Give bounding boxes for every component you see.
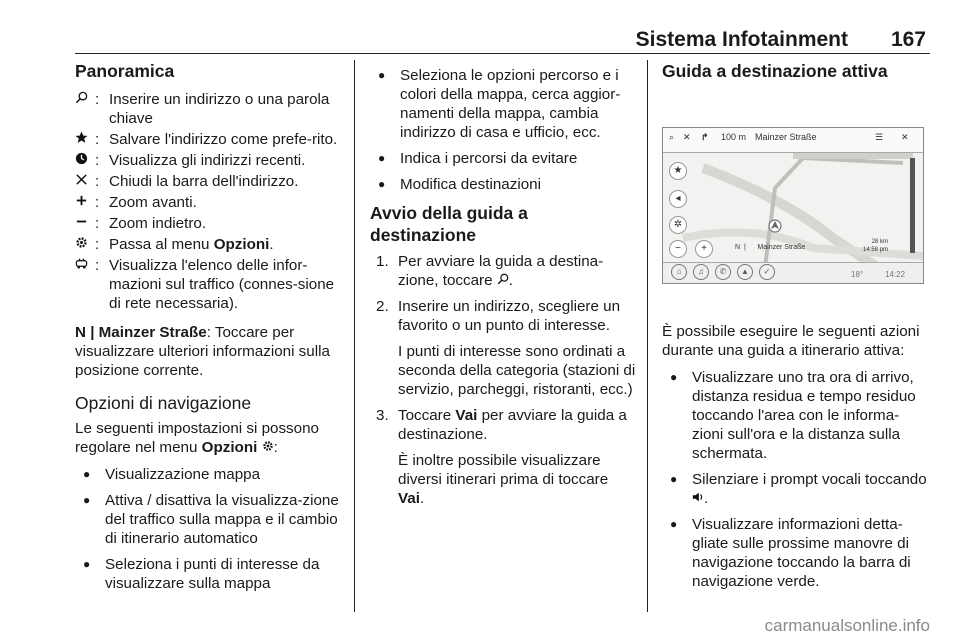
icon-definitions — [75, 90, 345, 313]
step-3: 3. Toccare Vai per avviare la guida a destinazione. È inoltre possibile visualizzare diversi itinerari prima di toccare Vai. — [376, 407, 627, 507]
list-item: ● Silenziare i prompt vocali toccando . — [670, 471, 927, 507]
home-icon[interactable]: ⌂ — [671, 264, 687, 280]
phone-icon[interactable]: ✆ — [715, 264, 731, 280]
options-list-continued — [370, 66, 638, 194]
search-icon[interactable]: ⌕ — [669, 132, 675, 142]
traffic-icon — [75, 256, 95, 313]
turn-distance: 100 m — [721, 132, 747, 142]
def-gear: : Passa al menu Opzioni. — [75, 235, 345, 254]
gear-icon[interactable]: ✲ — [669, 216, 687, 234]
step-1: 1. Per avviare la guida a destina-zione, toccare . — [376, 253, 604, 289]
audio-icon[interactable]: ♫ — [693, 264, 709, 280]
active-guidance-heading: Guida a destinazione attiva — [662, 61, 888, 81]
list-item: ● Visualizzazione mappa — [83, 466, 261, 483]
gear-icon — [75, 235, 95, 254]
def-minus: : Zoom indietro. — [75, 214, 345, 233]
minus-icon — [75, 214, 95, 233]
def-traffic: : Visualizza l'elenco delle infor-mazioni sul traffico (connes-sione di rete necessaria). — [75, 256, 345, 313]
list-item: ● Attiva / disattiva la visualizza-zione del traffico sulla mappa e il cambio di itinerario automatico — [83, 492, 339, 547]
search-icon — [497, 272, 509, 289]
start-guidance-heading: Avvio della guida a destinazione — [370, 203, 528, 245]
star-icon[interactable]: ★ — [669, 162, 687, 180]
column-divider-2 — [647, 60, 648, 612]
clock-icon — [75, 151, 95, 170]
column-2 — [370, 60, 638, 515]
watermark: carmanualsonline.info — [764, 616, 930, 635]
close-icon[interactable]: ✕ — [683, 132, 691, 142]
plus-icon[interactable]: + — [695, 240, 713, 258]
minus-icon[interactable]: − — [669, 240, 687, 258]
section-title: Sistema Infotainment — [635, 28, 848, 51]
overview-heading: Panoramica — [75, 61, 175, 81]
speaker-icon[interactable]: ◂ — [669, 190, 687, 208]
navigation-screenshot — [662, 127, 924, 284]
street-paragraph: N | Mainzer Straße: Toccare per visualizzare ulteriori informazioni sulla posizione corrente. — [75, 324, 330, 379]
apps-icon[interactable]: ✓ — [759, 264, 775, 280]
list-item: ● Indica i percorsi da evitare — [378, 150, 578, 167]
column-3-body — [662, 322, 930, 598]
route-progress-bar — [910, 158, 915, 253]
nav-options-intro: Le seguenti impostazioni si possono regolare nel menu Opzioni : — [75, 420, 319, 456]
star-icon — [75, 130, 95, 149]
nav-top-bar — [663, 128, 923, 153]
column-3 — [662, 60, 930, 82]
speaker-icon — [692, 490, 704, 507]
header-rule — [75, 53, 930, 54]
nav-status-street[interactable]: N | Mainzer Straße — [735, 244, 806, 251]
search-icon — [75, 90, 95, 128]
plus-icon — [75, 193, 95, 212]
clock: 14:22 — [885, 270, 906, 279]
active-guidance-intro: È possibile eseguire le seguenti azioni durante una guida a itinerario attiva: — [662, 323, 920, 359]
nav-options-list — [75, 465, 345, 593]
close-icon — [75, 172, 95, 191]
active-guidance-list — [662, 368, 930, 591]
def-search: : Inserire un indirizzo o una parola chiave — [75, 90, 345, 128]
close-icon[interactable]: ✕ — [901, 132, 909, 142]
def-clock: : Visualizza gli indirizzi recenti. — [75, 151, 345, 170]
maneuver-street[interactable]: Mainzer Straße — [755, 132, 817, 142]
column-1 — [75, 60, 345, 600]
list-item: ● Modifica destinazioni — [378, 176, 541, 193]
system-bar — [663, 262, 923, 283]
page-header — [75, 26, 930, 56]
list-item: ● Visualizzare uno tra ora di arrivo, distanza residua e tempo residuo toccando l'area con le informa-zioni sull'ora e la distanza sulla schermata. — [670, 369, 916, 462]
page-number: 167 — [890, 28, 926, 51]
steps-list — [370, 252, 638, 508]
list-item: ● Seleziona le opzioni percorso e i colori della mappa, cerca aggior-namenti della mappa, cambia indirizzo di casa e ufficio, ecc. — [378, 67, 621, 141]
eta-info[interactable]: 28 km 14:58 pm — [863, 239, 889, 253]
temperature: 18° — [851, 270, 864, 279]
def-plus: : Zoom avanti. — [75, 193, 345, 212]
menu-icon[interactable]: ☰ — [875, 132, 884, 142]
nav-options-heading: Opzioni di navigazione — [75, 393, 252, 413]
def-star: : Salvare l'indirizzo come prefe-rito. — [75, 130, 345, 149]
gear-icon — [262, 439, 274, 456]
def-close: : Chiudi la barra dell'indirizzo. — [75, 172, 345, 191]
turn-right-icon: ↱ — [701, 132, 709, 142]
column-divider-1 — [354, 60, 355, 612]
nav-icon[interactable]: ▲ — [737, 264, 753, 280]
step-2: 2. Inserire un indirizzo, scegliere un favorito o un punto di interesse. I punti di interesse sono ordinati a seconda della categoria (stazioni di servizio, parcheggi, ristoranti, ecc.) — [376, 298, 636, 398]
list-item: ● Visualizzare informazioni detta-gliate sulle prossime manovre di navigazione toccando la barra di navigazione verde. — [670, 516, 911, 590]
list-item: ● Seleziona i punti di interesse da visualizzare sulla mappa — [83, 556, 320, 592]
